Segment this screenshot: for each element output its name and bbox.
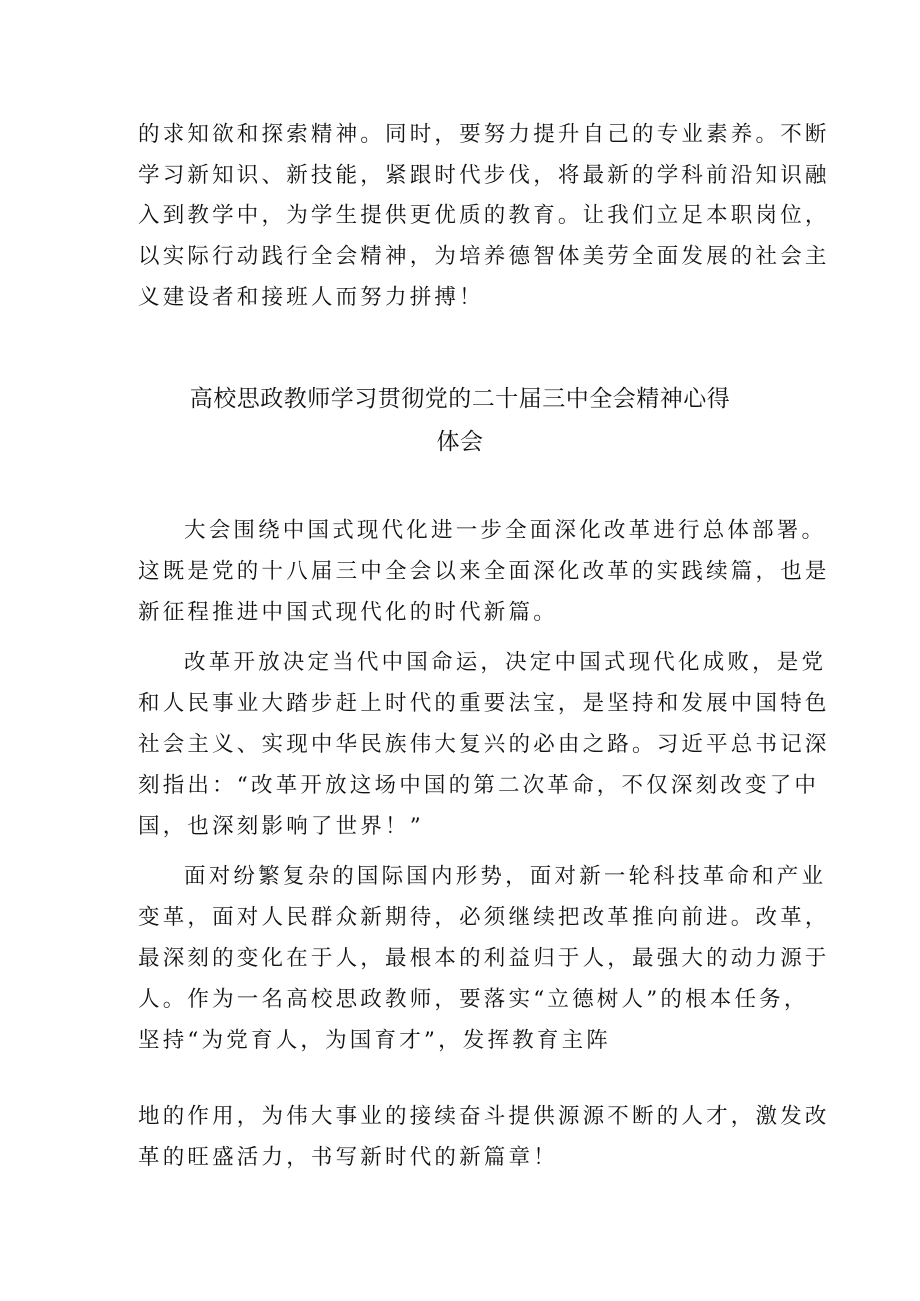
p4-line-1: 地的作用，为伟大事业的接续奋斗提供源源不断的人才，激发改	[138, 1104, 830, 1129]
p1-line-1: 大会围绕中国式现代化进一步全面深化改革进行总体部署。	[184, 518, 827, 543]
p2-line-4: 刻指出：“改革开放这场中国的第二次革命，不仅深刻改变了中	[138, 773, 820, 798]
p4-line-2: 革的旺盛活力，书写新时代的新篇章！	[138, 1145, 558, 1170]
p2-line-1: 改革开放决定当代中国命运，决定中国式现代化成败，是党	[184, 650, 827, 675]
p3-line-5: 坚持“为党育人，为国育才”，发挥教育主阵	[138, 1028, 611, 1053]
article-title-line-2: 体会	[436, 429, 484, 455]
intro-line-3: 入到教学中，为学生提供更优质的教育。让我们立足本职岗位，	[138, 203, 830, 228]
p3-line-3: 最深刻的变化在于人，最根本的利益归于人，最强大的动力源于	[138, 946, 830, 971]
p2-line-2: 和人民事业大踏步赶上时代的重要法宝，是坚持和发展中国特色	[138, 691, 830, 716]
p2-line-5: 国，也深刻影响了世界！”	[138, 814, 424, 839]
article-title-line-1: 高校思政教师学习贯彻党的二十届三中全会精神心得	[189, 386, 731, 412]
intro-line-4: 以实际行动践行全会精神，为培养德智体美劳全面发展的社会主	[138, 244, 830, 269]
p1-line-3: 新征程推进中国式现代化的时代新篇。	[138, 600, 558, 625]
p2-line-3: 社会主义、实现中华民族伟大复兴的必由之路。习近平总书记深	[138, 732, 830, 757]
p3-line-4: 人。作为一名高校思政教师，要落实“立德树人”的根本任务，	[138, 987, 809, 1012]
intro-line-1: 的求知欲和探索精神。同时，要努力提升自己的专业素养。不断	[138, 122, 830, 147]
p3-line-1: 面对纷繁复杂的国际国内形势，面对新一轮科技革命和产业	[184, 864, 827, 889]
intro-line-5: 义建设者和接班人而努力拼搏！	[138, 285, 484, 310]
intro-line-2: 学习新知识、新技能，紧跟时代步伐，将最新的学科前沿知识融	[138, 163, 830, 188]
p1-line-2: 这既是党的十八届三中全会以来全面深化改革的实践续篇，也是	[138, 559, 830, 584]
p3-line-2: 变革，面对人民群众新期待，必须继续把改革推向前进。改革，	[138, 905, 830, 930]
